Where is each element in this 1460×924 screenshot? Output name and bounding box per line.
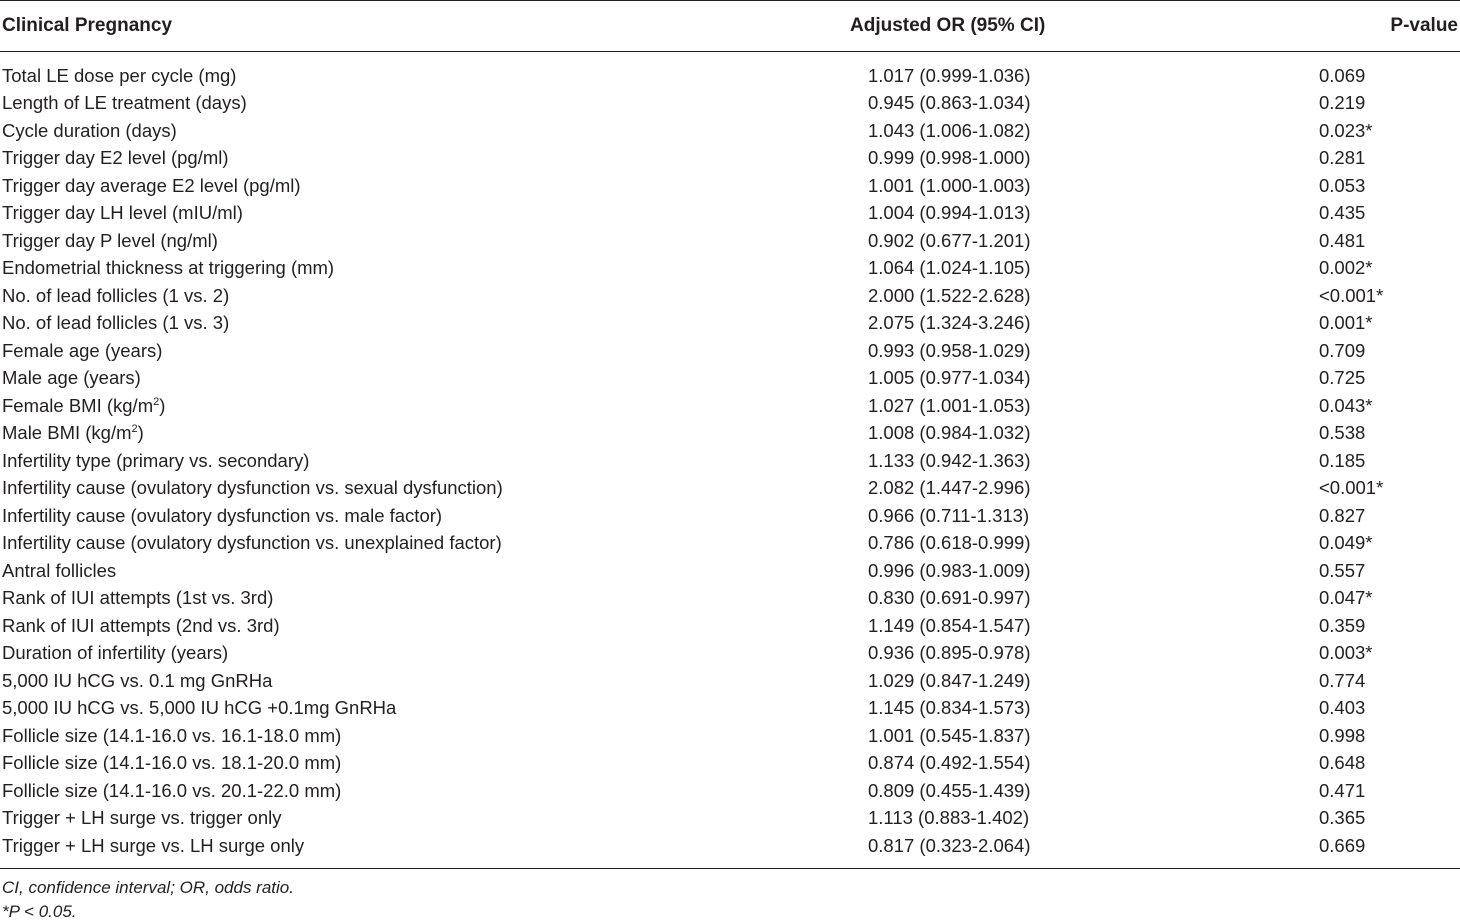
variable-cell	[0, 282, 760, 310]
variable-label: Rank of IUI attempts (2nd vs. 3rd)	[2, 614, 280, 636]
variable-label: Female BMI (kg/m	[2, 394, 154, 416]
p-value-cell: 0.023*	[1319, 119, 1373, 141]
variable-cell	[0, 557, 760, 585]
variable-cell	[0, 200, 760, 228]
variable-label: No. of lead follicles (1 vs. 3)	[2, 312, 230, 334]
variable-cell	[0, 117, 760, 145]
variable-cell	[0, 530, 760, 558]
variable-cell	[0, 502, 760, 530]
p-value-cell: 0.281	[1319, 147, 1366, 169]
variable-label: 5,000 IU hCG vs. 0.1 mg GnRHa	[2, 669, 273, 691]
variable-label: Endometrial thickness at triggering (mm)	[2, 257, 335, 279]
variable-label: Infertility cause (ovulatory dysfunction vs. sexual dysfunction)	[2, 477, 503, 499]
variable-label: Female age (years)	[2, 339, 163, 361]
variable-cell	[0, 832, 760, 868]
variable-cell	[0, 695, 760, 723]
p-value-cell: 0.069	[1319, 64, 1366, 86]
p-value-cell: 0.709	[1319, 339, 1366, 361]
adjusted-or-cell: 1.113 (0.883-1.402)	[868, 807, 1030, 829]
adjusted-or-cell: 0.993 (0.958-1.029)	[868, 339, 1031, 361]
p-value-cell: 0.998	[1319, 724, 1366, 746]
adjusted-or-cell: 1.017 (0.999-1.036)	[868, 64, 1031, 86]
adjusted-or-cell: 0.817 (0.323-2.064)	[760, 832, 1190, 868]
table-row	[0, 805, 1460, 833]
variable-cell	[0, 640, 760, 668]
variable-label: Length of LE treatment (days)	[2, 92, 247, 114]
table-row	[0, 117, 1460, 145]
table-row	[0, 392, 1460, 420]
adjusted-or-cell: 0.999 (0.998-1.000)	[868, 147, 1031, 169]
adjusted-or-cell: 1.064 (1.024-1.105)	[868, 257, 1031, 279]
adjusted-or-cell: 0.786 (0.618-0.999)	[868, 532, 1031, 554]
variable-cell	[0, 227, 760, 255]
variable-cell	[0, 52, 760, 90]
table-row	[0, 310, 1460, 338]
variable-label: Follicle size (14.1-16.0 vs. 20.1-22.0 mm)	[2, 779, 342, 801]
variable-cell	[0, 777, 760, 805]
adjusted-or-cell: 1.001 (0.545-1.837)	[868, 724, 1031, 746]
table-row	[0, 200, 1460, 228]
p-value-cell: 0.669	[1190, 832, 1460, 868]
variable-cell	[0, 667, 760, 695]
adjusted-or-cell: 2.082 (1.447-2.996)	[868, 477, 1031, 499]
variable-label: Trigger + LH surge vs. trigger only	[2, 807, 282, 829]
variable-cell	[0, 722, 760, 750]
adjusted-or-cell: 1.029 (0.847-1.249)	[868, 669, 1031, 691]
variable-label: Antral follicles	[2, 559, 117, 581]
adjusted-or-cell: 0.809 (0.455-1.439)	[868, 779, 1031, 801]
table-row	[0, 502, 1460, 530]
variable-label: Total LE dose per cycle (mg)	[2, 64, 237, 86]
variable-label: Trigger day average E2 level (pg/ml)	[2, 174, 301, 196]
variable-label: Trigger + LH surge vs. LH surge only	[2, 834, 305, 856]
adjusted-or-cell: 0.966 (0.711-1.313)	[868, 504, 1030, 526]
adjusted-or-cell: 1.001 (1.000-1.003)	[868, 174, 1031, 196]
table-row	[0, 282, 1460, 310]
p-value-cell: 0.403	[1319, 697, 1366, 719]
p-value-cell: 0.049*	[1319, 532, 1373, 554]
table-row	[0, 530, 1460, 558]
adjusted-or-cell: 0.830 (0.691-0.997)	[868, 587, 1031, 609]
variable-label: Male BMI (kg/m	[2, 422, 132, 444]
table-row	[0, 695, 1460, 723]
variable-cell	[0, 255, 760, 283]
variable-cell	[0, 612, 760, 640]
table-row	[0, 420, 1460, 448]
p-value-cell: 0.774	[1319, 669, 1366, 691]
variable-cell	[0, 365, 760, 393]
adjusted-or-cell: 1.005 (0.977-1.034)	[868, 367, 1031, 389]
p-value-cell: 0.557	[1319, 559, 1366, 581]
variable-label: Infertility cause (ovulatory dysfunction vs. male factor)	[2, 504, 443, 526]
table-row	[0, 612, 1460, 640]
variable-cell	[0, 750, 760, 778]
adjusted-or-cell: 1.004 (0.994-1.013)	[868, 202, 1031, 224]
p-value-cell: 0.043*	[1319, 394, 1373, 416]
p-value-cell: 0.001*	[1319, 312, 1373, 334]
variable-label: Follicle size (14.1-16.0 vs. 16.1-18.0 mm)	[2, 724, 342, 746]
p-value-cell: 0.648	[1319, 752, 1366, 774]
variable-cell	[0, 585, 760, 613]
table-row	[0, 337, 1460, 365]
table-header	[0, 1, 1460, 52]
variable-label: Infertility type (primary vs. secondary)	[2, 449, 310, 471]
variable-cell	[0, 172, 760, 200]
p-value-cell: 0.053	[1319, 174, 1366, 196]
variable-label: Follicle size (14.1-16.0 vs. 18.1-20.0 mm)	[2, 752, 342, 774]
adjusted-or-cell: 1.149 (0.854-1.547)	[868, 614, 1031, 636]
adjusted-or-cell: 0.902 (0.677-1.201)	[868, 229, 1031, 251]
table-row	[0, 640, 1460, 668]
p-value-cell: 0.538	[1319, 422, 1366, 444]
adjusted-or-cell: 0.996 (0.983-1.009)	[868, 559, 1031, 581]
variable-label: Trigger day P level (ng/ml)	[2, 229, 218, 251]
p-value-cell: 0.481	[1319, 229, 1366, 251]
table-row	[0, 557, 1460, 585]
p-value-cell: 0.725	[1319, 367, 1366, 389]
variable-cell	[0, 447, 760, 475]
table-row	[0, 447, 1460, 475]
variable-cell	[0, 337, 760, 365]
table-row	[0, 365, 1460, 393]
adjusted-or-cell: 1.133 (0.942-1.363)	[868, 449, 1031, 471]
p-value-cell: 0.002*	[1319, 257, 1373, 279]
variable-label-suffix: )	[137, 422, 144, 444]
adjusted-or-cell: 0.936 (0.895-0.978)	[868, 642, 1031, 664]
header-adjusted-or: Adjusted OR (95% CI)	[760, 1, 1190, 52]
variable-cell	[0, 90, 760, 118]
header-p-value: P-value	[1190, 1, 1460, 52]
p-value-cell: <0.001*	[1319, 284, 1384, 306]
footnotes	[2, 876, 294, 924]
table-row	[0, 777, 1460, 805]
p-value-cell: 0.047*	[1319, 587, 1373, 609]
table-row	[0, 722, 1460, 750]
table-body	[0, 52, 1460, 869]
variable-cell	[0, 145, 760, 173]
variable-label: No. of lead follicles (1 vs. 2)	[2, 284, 230, 306]
variable-label: Trigger day LH level (mIU/ml)	[2, 202, 243, 224]
table-row	[0, 255, 1460, 283]
table-row	[0, 172, 1460, 200]
table-row	[0, 585, 1460, 613]
adjusted-or-cell: 1.027 (1.001-1.053)	[868, 394, 1031, 416]
variable-label: Male age (years)	[2, 367, 141, 389]
variable-label: Trigger day E2 level (pg/ml)	[2, 147, 229, 169]
p-value-cell: 0.365	[1319, 807, 1366, 829]
p-value-cell: 0.219	[1319, 92, 1366, 114]
variable-label: Cycle duration (days)	[2, 119, 177, 141]
variable-superscript: 2	[131, 423, 138, 436]
table-row	[0, 832, 1460, 868]
header-row	[0, 1, 1460, 52]
adjusted-or-cell: 1.043 (1.006-1.082)	[868, 119, 1031, 141]
adjusted-or-cell: 1.145 (0.834-1.573)	[868, 697, 1031, 719]
p-value-cell: 0.827	[1319, 504, 1366, 526]
variable-cell	[0, 392, 760, 420]
variable-label: Infertility cause (ovulatory dysfunction vs. unexplained factor)	[2, 532, 502, 554]
variable-label: Rank of IUI attempts (1st vs. 3rd)	[2, 587, 274, 609]
p-value-cell: 0.359	[1319, 614, 1366, 636]
table-row	[0, 227, 1460, 255]
table-row	[0, 667, 1460, 695]
adjusted-or-cell: 2.075 (1.324-3.246)	[868, 312, 1031, 334]
adjusted-or-cell: 2.000 (1.522-2.628)	[868, 284, 1031, 306]
table-row	[0, 90, 1460, 118]
adjusted-or-cell: 0.945 (0.863-1.034)	[868, 92, 1031, 114]
table-row	[0, 52, 1460, 90]
table-row	[0, 145, 1460, 173]
header-clinical-pregnancy: Clinical Pregnancy	[0, 1, 760, 52]
adjusted-or-cell: 0.874 (0.492-1.554)	[868, 752, 1031, 774]
variable-superscript: 2	[153, 395, 160, 408]
variable-cell	[0, 420, 760, 448]
table-row	[0, 750, 1460, 778]
p-value-cell: 0.471	[1319, 779, 1366, 801]
table-row	[0, 475, 1460, 503]
p-value-cell: 0.003*	[1319, 642, 1373, 664]
footnote-significance: *P < 0.05.	[2, 902, 77, 921]
variable-label-suffix: )	[159, 394, 166, 416]
footnote-abbreviations: CI, confidence interval; OR, odds ratio.	[2, 878, 294, 897]
adjusted-or-cell: 1.008 (0.984-1.032)	[868, 422, 1031, 444]
p-value-cell: <0.001*	[1319, 477, 1384, 499]
variable-label: 5,000 IU hCG vs. 5,000 IU hCG +0.1mg GnRHa	[2, 697, 397, 719]
variable-cell	[0, 310, 760, 338]
variable-cell	[0, 475, 760, 503]
p-value-cell: 0.185	[1319, 449, 1366, 471]
p-value-cell: 0.435	[1319, 202, 1366, 224]
variable-label: Duration of infertility (years)	[2, 642, 229, 664]
variable-cell	[0, 805, 760, 833]
